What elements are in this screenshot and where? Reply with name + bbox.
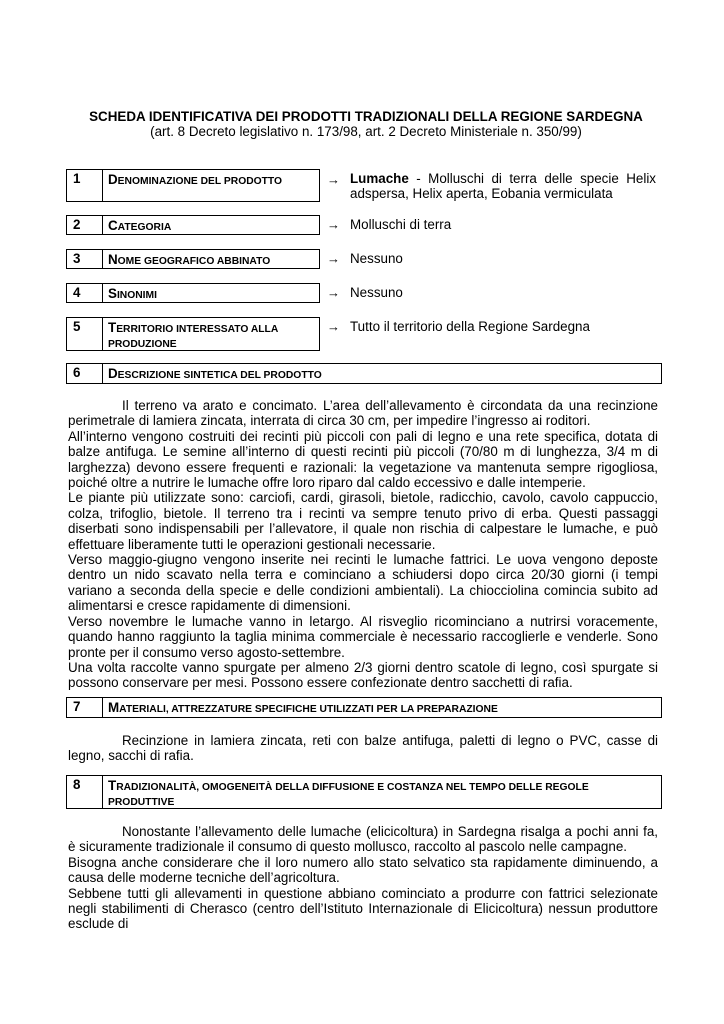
section-2-box xyxy=(66,215,320,235)
section-number: 8 xyxy=(67,776,103,808)
section-1-box xyxy=(66,169,320,202)
section-8-text xyxy=(68,824,658,932)
section-label: DESCRIZIONE SINTETICA DEL PRODOTTO xyxy=(108,366,322,381)
section-4-value: Nessuno xyxy=(350,285,403,300)
section-3-box xyxy=(66,249,320,269)
arrow-right-icon: → xyxy=(327,217,340,232)
section-label xyxy=(103,776,661,808)
section-label-line1: TERRITORIO INTERESSATO ALLA xyxy=(108,320,279,335)
paragraph: Una volta raccolte vanno spurgate per almeno 2/3 giorni dentro scatole di legno, così spurgate si possono conservare per mesi. Possono essere confezionate dentro sacchetti di rafia. xyxy=(68,659,658,691)
paragraph: Verso maggio-giugno vengono inserite nei recinti le lumache fattrici. Le uova vengono deposte dentro un nido scavato nella terra e cominciano a schiudersi dopo circa 20/30 giorni (i tempi variano a seconda della specie e delle condizioni ambientali). La chiocciolina comincia subito ad alimentarsi e cresce rapidamente di dimensioni. xyxy=(68,552,658,614)
section-1-value xyxy=(350,171,656,201)
section-6-text xyxy=(68,398,658,691)
section-label xyxy=(103,318,319,350)
paragraph: Recinzione in lamiera zincata, reti con balze antifuga, paletti di legno o PVC, casse di legno, sacchi di rafia. xyxy=(68,733,658,764)
section-number: 6 xyxy=(67,364,103,383)
section-label: NOME GEOGRAFICO ABBINATO xyxy=(108,252,271,267)
paragraph: Nonostante l’allevamento delle lumache (elicicoltura) in Sardegna risalga a pochi anni fa, è sicuramente tradizionale il consumo di questo mollusco, raccolto al pascolo nelle campagne. xyxy=(68,824,658,855)
paragraph: Il terreno va arato e concimato. L’area dell’allevamento è circondata da una recinzione perimetrale di lamiera zincata, interrata di circa 30 cm, per impedire l’ingresso ai roditori. xyxy=(68,398,658,429)
section-label: CATEGORIA xyxy=(108,218,172,233)
arrow-right-icon: → xyxy=(327,319,340,334)
section-6-box xyxy=(66,363,662,384)
section-label-line1: TRADIZIONALITÀ, OMOGENEITÀ DELLA DIFFUSIONE E COSTANZA NEL TEMPO DELLE REGOLE xyxy=(108,778,589,793)
section-8-box xyxy=(66,775,662,809)
section-number: 1 xyxy=(67,170,103,201)
section-label-line2: PRODUTTIVE xyxy=(108,797,175,808)
section-number: 7 xyxy=(67,698,103,717)
section-7-box xyxy=(66,697,662,718)
arrow-right-icon: → xyxy=(327,285,340,300)
paragraph: Verso novembre le lumache vanno in letargo. Al risveglio ricominciano a nutrirsi voracemente, quando hanno raggiunto la taglia minima commerciale è necessario raccoglierle e venderle. Sono pronte per il consumo verso agosto-settembre. xyxy=(68,613,658,660)
paragraph: Bisogna anche considerare che il loro numero allo stato selvatico sta rapidamente diminuendo, a causa delle moderne tecniche dell’agricoltura. xyxy=(68,854,658,886)
section-3-value: Nessuno xyxy=(350,251,403,266)
document-title: SCHEDA IDENTIFICATIVA DEI PRODOTTI TRADIZIONALI DELLA REGIONE SARDEGNA xyxy=(89,109,643,124)
section-label: SINONIMI xyxy=(108,286,157,301)
section-2-value: Molluschi di terra xyxy=(350,217,452,232)
paragraph: Le piante più utilizzate sono: carciofi, cardi, girasoli, bietole, radicchio, cavolo, cavolo cappuccio, colza, trifoglio, bietole. Il terreno tra i recinti va sempre tenuto privo di erba. Questi passaggi diserbati sono indispensabili per l’allevatore, il quale non rischia di calpestare le lumache, e può effettuare liberamente tutti le operazioni gestionali necessarie. xyxy=(68,490,658,552)
paragraph: All’interno vengono costruiti dei recinti più piccoli con pali di legno e una rete specifica, dotata di balze antifuga. Le semine all’interno di questi recinti più piccoli (70/80 m di lunghezza, 3/4 m di larghezza) devono essere frequenti e razionali: la vegetazione va mantenuta sempre rigogliosa, poiché oltre a nutrire le lumache offre loro riparo dal caldo eccessivo e dalle intemperie. xyxy=(68,428,658,491)
section-5-box xyxy=(66,317,320,351)
section-label-line2: PRODUZIONE xyxy=(108,339,177,350)
product-name: Lumache xyxy=(350,171,409,186)
section-number: 5 xyxy=(67,318,103,350)
paragraph: Sebbene tutti gli allevamenti in questione abbiano cominciato a produrre con fattrici selezionate negli stabilimenti di Cherasco (centro dell’Istituto Internazionale di Elicicoltura) nessun produttore esclude di xyxy=(68,885,658,932)
section-label: DENOMINAZIONE DEL PRODOTTO xyxy=(108,172,283,187)
section-5-value: Tutto il territorio della Regione Sardegna xyxy=(350,319,590,334)
section-number: 2 xyxy=(67,216,103,234)
product-species: - Molluschi di terra delle specie Helix adspersa, Helix aperta, Eobania vermiculata xyxy=(350,171,656,202)
arrow-right-icon: → xyxy=(327,172,340,187)
document-subtitle: (art. 8 Decreto legislativo n. 173/98, art. 2 Decreto Ministeriale n. 350/99) xyxy=(150,124,582,139)
section-number: 3 xyxy=(67,250,103,268)
arrow-right-icon: → xyxy=(327,251,340,266)
section-number: 4 xyxy=(67,284,103,302)
section-label: MATERIALI, ATTREZZATURE SPECIFICHE UTILIZZATI PER LA PREPARAZIONE xyxy=(108,700,498,715)
section-7-text xyxy=(68,733,658,764)
section-4-box xyxy=(66,283,320,303)
